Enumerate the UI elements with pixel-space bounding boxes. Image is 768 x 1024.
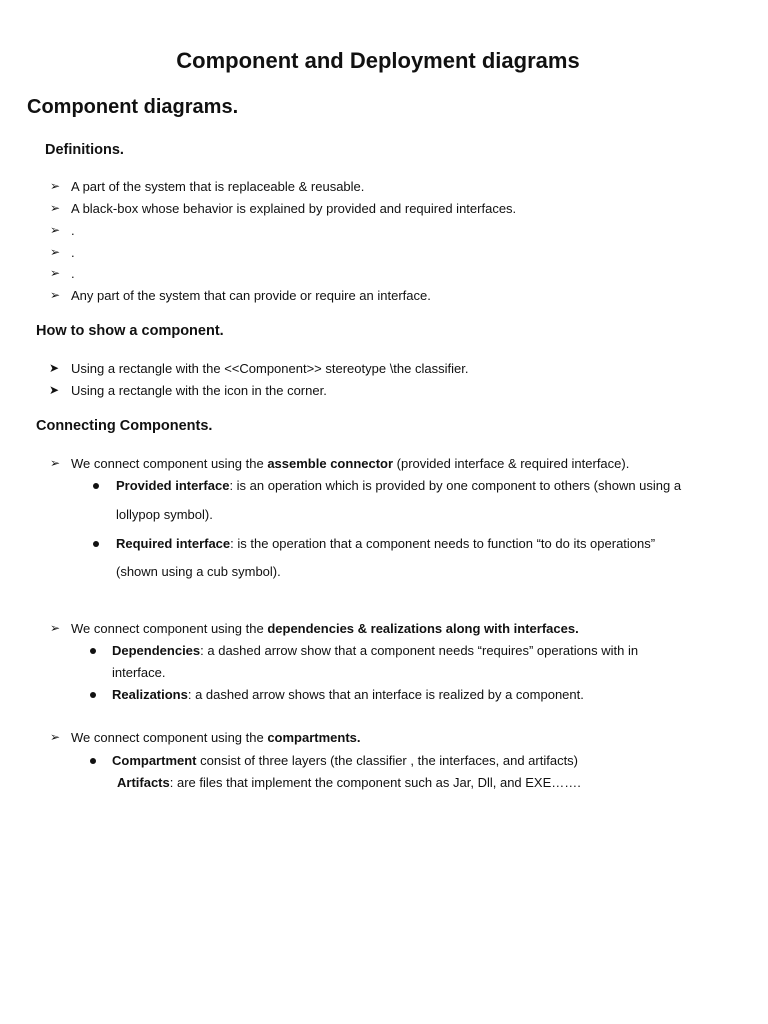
arrow-bullet-icon: ➢ (50, 179, 61, 193)
arrow-bullet-icon: ➢ (50, 245, 61, 259)
definition-item: . (71, 223, 75, 238)
dependencies-item: Dependencies: a dashed arrow show that a component needs “requires” operations with in (112, 643, 639, 658)
solid-arrow-bullet-icon: ➤ (49, 383, 60, 397)
connecting-heading: Connecting Components. (36, 418, 213, 434)
definition-item: . (71, 245, 75, 260)
how-to-show-item: Using a rectangle with the <<Component>> stereotype \the classifier. (71, 361, 469, 376)
provided-interface-continuation: lollypop symbol). (116, 507, 213, 522)
required-interface-item: Required interface: is the operation that a component needs to function “to do its operations” (116, 536, 656, 551)
bullet-dot (93, 483, 99, 489)
arrow-bullet-icon: ➢ (50, 288, 61, 302)
arrow-bullet-icon: ➢ (50, 730, 61, 744)
compartment-item: Compartment consist of three layers (the classifier , the interfaces, and artifacts) (112, 753, 579, 768)
arrow-bullet-icon: ➢ (50, 223, 61, 237)
bullet-dot (90, 758, 96, 764)
artifacts-item: Artifacts: are files that implement the component such as Jar, Dll, and EXE……. (117, 775, 581, 790)
arrow-bullet-icon: ➢ (50, 456, 61, 470)
definition-item: . (71, 266, 75, 281)
definition-item: Any part of the system that can provide or require an interface. (71, 288, 431, 303)
how-to-show-item: Using a rectangle with the icon in the corner. (71, 383, 327, 398)
definition-item: A black-box whose behavior is explained by provided and required interfaces. (71, 201, 517, 216)
arrow-bullet-icon: ➢ (50, 266, 61, 280)
bullet-dot (90, 648, 96, 654)
provided-interface-item: Provided interface: is an operation which is provided by one component to others (shown using a (116, 478, 682, 493)
required-interface-continuation: (shown using a cub symbol). (116, 564, 281, 579)
definition-item: A part of the system that is replaceable & reusable. (71, 179, 365, 194)
solid-arrow-bullet-icon: ➤ (49, 361, 60, 375)
dependencies-continuation: interface. (112, 665, 166, 680)
arrow-bullet-icon: ➢ (50, 201, 61, 215)
bullet-dot (93, 541, 99, 547)
section-heading: Component diagrams. (27, 96, 239, 118)
dependencies-realizations-item: We connect component using the dependencies & realizations along with interfaces. (71, 621, 579, 636)
compartments-item: We connect component using the compartments. (71, 730, 361, 745)
definitions-heading: Definitions. (45, 142, 124, 158)
realizations-item: Realizations: a dashed arrow shows that an interface is realized by a component. (112, 687, 584, 702)
how-to-show-heading: How to show a component. (36, 323, 224, 339)
document-title: Component and Deployment diagrams (176, 48, 580, 73)
assemble-connector-item: We connect component using the assemble connector (provided interface & required interface). (71, 456, 630, 471)
bullet-dot (90, 692, 96, 698)
arrow-bullet-icon: ➢ (50, 621, 61, 635)
